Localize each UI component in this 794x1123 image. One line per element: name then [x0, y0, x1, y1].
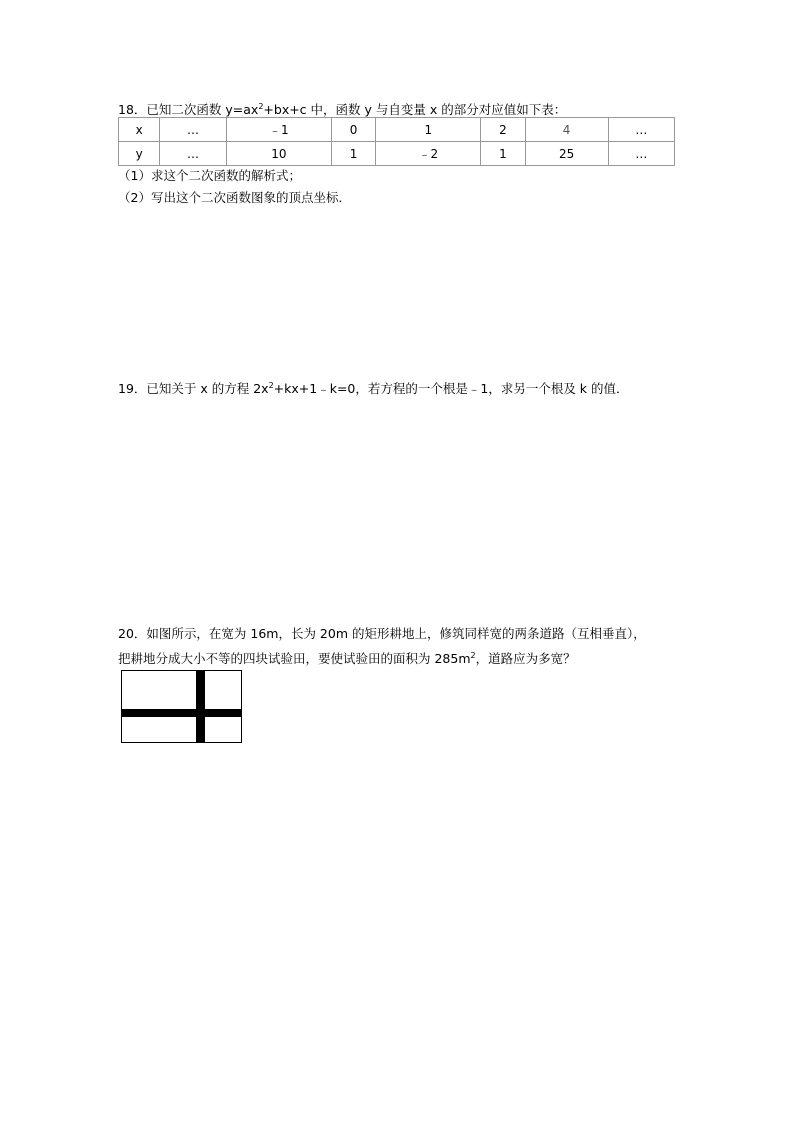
- table-cell: …: [160, 142, 226, 166]
- question-20-line-1: 20．如图所示，在宽为 16m，长为 20m 的矩形耕地上，修筑同样宽的两条道路（互相垂直），: [118, 626, 646, 641]
- vertical-road: [196, 670, 205, 743]
- q19-exponent: 2: [268, 381, 274, 390]
- value-table: [118, 117, 675, 166]
- q19-prefix: 19．已知关于 x 的方程 2x: [118, 381, 269, 396]
- q20-exponent: 2: [470, 651, 476, 660]
- question-18-part-2: （2）写出这个二次函数图象的顶点坐标．: [118, 190, 351, 205]
- field-road-diagram: [121, 670, 242, 743]
- table-cell: 1: [481, 142, 525, 166]
- table-cell: 0: [332, 118, 376, 142]
- table-cell: 25: [525, 142, 608, 166]
- q20-line2-prefix: 把耕地分成大小不等的四块试验田，要使试验田的面积为 285m: [118, 651, 471, 666]
- q18-exponent: 2: [258, 102, 264, 111]
- table-cell: …: [608, 142, 674, 166]
- table-cell: …: [608, 118, 674, 142]
- table-row-x: [119, 118, 675, 142]
- table-cell: 10: [226, 142, 331, 166]
- q18-prefix: 18．已知二次函数 y=ax: [118, 102, 259, 117]
- horizontal-road: [121, 709, 242, 717]
- table-cell: 1: [332, 142, 376, 166]
- question-19-stem: [118, 377, 629, 398]
- table-cell: 2: [481, 118, 525, 142]
- question-18-part-1: （1）求这个二次函数的解析式；: [118, 168, 301, 183]
- q19-suffix: +kx+1﹣k=0，若方程的一个根是﹣1，求另一个根及 k 的值．: [273, 381, 629, 396]
- question-18-stem: [118, 98, 566, 119]
- table-cell: ﹣1: [226, 118, 331, 142]
- table-cell: …: [160, 118, 226, 142]
- table-cell: x: [119, 118, 160, 142]
- table-cell: 1: [376, 118, 481, 142]
- table-cell: y: [119, 142, 160, 166]
- table-row-y: [119, 142, 675, 166]
- field-border: [122, 671, 242, 743]
- q20-line2-suffix: ，道路应为多宽？: [475, 651, 576, 666]
- q18-suffix: +bx+c 中，函数 y 与自变量 x 的部分对应值如下表：: [263, 102, 567, 117]
- table-cell: ﹣2: [376, 142, 481, 166]
- question-20-line-2: [118, 647, 576, 668]
- table-cell: 4: [525, 118, 608, 142]
